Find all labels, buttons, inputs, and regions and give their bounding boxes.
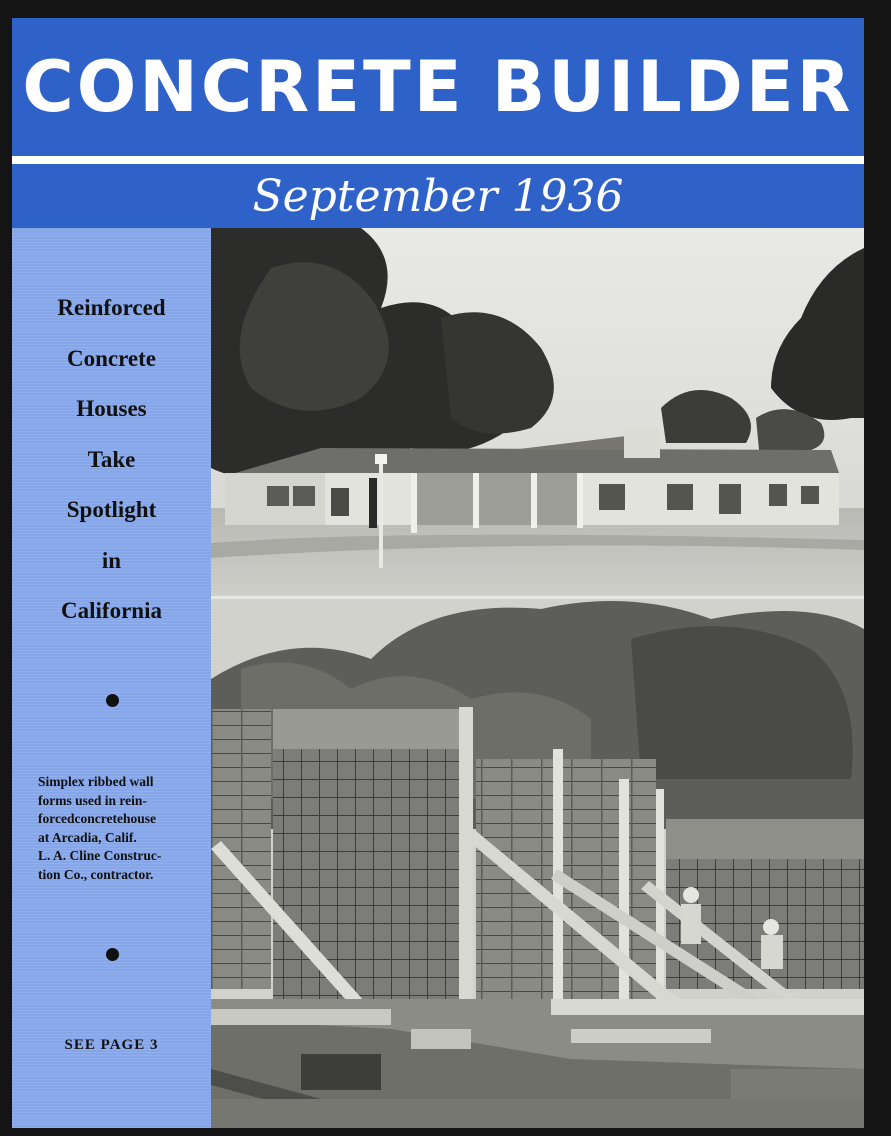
sidebar — [12, 228, 211, 1128]
bullet-dot — [106, 948, 119, 961]
bullet-dot — [106, 694, 119, 707]
headline-line: Take — [87, 446, 136, 472]
headline-line: in — [101, 547, 122, 573]
see-page-reference: SEE PAGE 3 — [64, 1037, 159, 1053]
headline-line: Reinforced — [57, 295, 166, 320]
issue-date-band — [12, 164, 864, 228]
headline-line: Houses — [76, 396, 147, 421]
construction-photo — [211, 599, 864, 1128]
caption-line: Simplex ribbed wall — [38, 774, 154, 789]
issue-date: September 1936 — [252, 170, 624, 222]
photo-caption — [38, 773, 190, 884]
caption-line: at Arcadia, Calif. — [38, 829, 137, 845]
caption-line: tion Co., contractor. — [38, 866, 154, 882]
masthead — [12, 18, 864, 156]
magazine-cover — [12, 18, 864, 1128]
cover-headline — [12, 294, 211, 648]
caption-line: forms used in rein- — [38, 792, 147, 808]
caption-line: L. A. Cline Construc- — [38, 848, 162, 863]
headline-line: Spotlight — [66, 497, 157, 522]
masthead-divider — [12, 156, 864, 164]
caption-line: forcedconcretehouse — [38, 811, 156, 826]
headline-line: California — [61, 598, 162, 623]
house-photo — [211, 228, 864, 598]
headline-line: Concrete — [67, 345, 156, 371]
magazine-title: CONCRETE BUILDER — [22, 46, 854, 128]
